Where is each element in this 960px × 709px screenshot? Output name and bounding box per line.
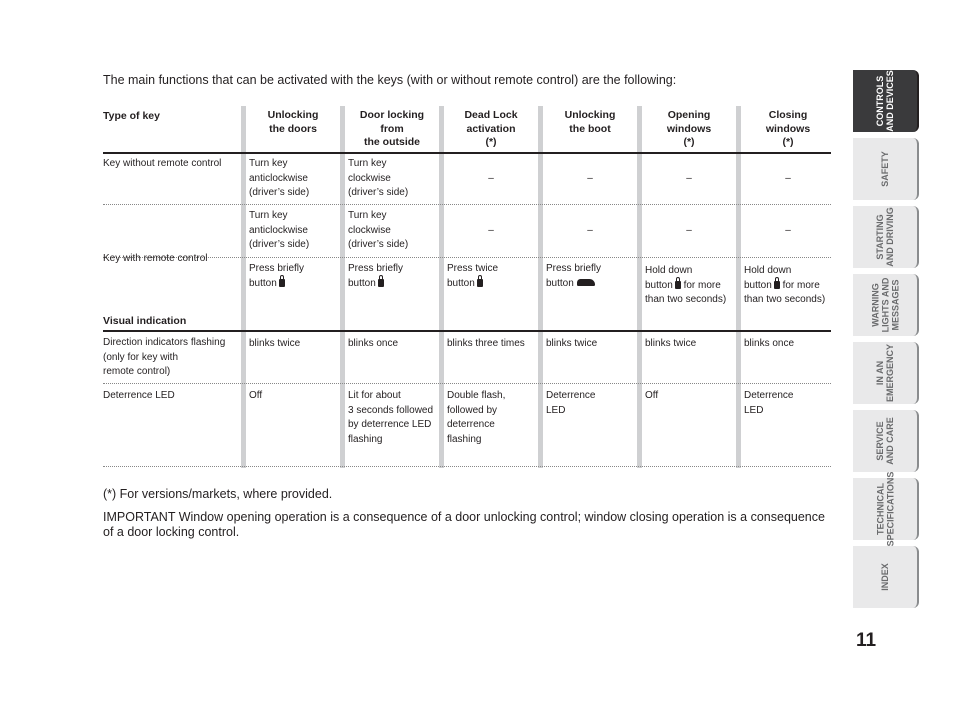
tab-label: INDEX — [879, 563, 890, 591]
table-cell: – — [587, 173, 593, 184]
header-unlocking-boot: Unlocking the boot — [564, 109, 616, 135]
row-label-no-remote: Key without remote control — [103, 158, 222, 169]
table-cell: Double flash, followed by deterrence flashing — [447, 390, 506, 445]
header-closing-windows: Closing windows (*) — [765, 109, 811, 148]
cell-text: for more — [782, 279, 820, 291]
row-rule — [103, 257, 831, 258]
cell-text: for more — [683, 279, 721, 291]
column-divider — [637, 106, 642, 468]
header-rule — [103, 152, 831, 154]
table-cell: blinks twice — [546, 338, 598, 349]
tab-technical-specifications[interactable] — [853, 471, 919, 547]
table-cell — [348, 262, 403, 291]
tab-label: IN AN EMERGENCY — [874, 343, 895, 403]
table-cell — [645, 264, 726, 308]
tab-label: WARNING LIGHTS AND MESSAGES — [869, 277, 900, 333]
column-divider — [538, 106, 543, 468]
footnote: (*) For versions/markets, where provided. — [103, 487, 333, 501]
table-cell — [744, 264, 825, 308]
tab-service-and-care[interactable] — [853, 410, 919, 472]
row-rule — [103, 466, 831, 467]
header-unlocking-doors: Unlocking the doors — [267, 109, 319, 135]
tab-label: SAFETY — [879, 151, 890, 187]
lock-button-icon — [378, 279, 384, 287]
tab-index[interactable] — [853, 546, 919, 608]
table-cell — [249, 262, 304, 291]
table-cell: – — [686, 225, 692, 236]
tab-label: TECHNICAL SPECIFICATIONS — [875, 471, 895, 547]
cell-text: Press briefly button — [249, 263, 305, 289]
table-cell: blinks once — [348, 338, 399, 349]
table-cell: Turn key anticlockwise (driver’s side) — [249, 210, 310, 250]
table-cell: Deterrence LED — [546, 390, 596, 416]
column-divider — [241, 106, 246, 468]
boot-button-icon — [577, 279, 595, 286]
tab-safety[interactable] — [853, 138, 919, 200]
key-functions-table — [103, 106, 831, 468]
column-divider — [340, 106, 345, 468]
header-opening-windows: Opening windows (*) — [666, 109, 712, 148]
table-cell: – — [587, 225, 593, 236]
intro-text: The main functions that can be activated with the keys (with or without remote control) are the following: — [103, 73, 677, 87]
header-type-of-key: Type of key — [103, 110, 160, 122]
cell-text: Hold down button — [744, 265, 792, 291]
table-cell: – — [785, 225, 791, 236]
lock-button-icon — [279, 279, 285, 287]
important-note: IMPORTANT Window opening operation is a consequence of a door unlocking control; window closing operation is a consequence of a door locking control. — [103, 510, 825, 539]
tab-starting-and-driving[interactable] — [853, 206, 919, 268]
table-cell: – — [488, 173, 494, 184]
column-divider — [736, 106, 741, 468]
cell-text: Press briefly button — [546, 263, 602, 289]
table-cell: Deterrence LED — [744, 390, 794, 416]
section-rule — [103, 330, 831, 332]
lock-button-icon — [675, 281, 681, 289]
table-cell: blinks three times — [447, 338, 525, 349]
row-label-indicators: Direction indicators flashing (only for key with remote control) — [103, 337, 226, 377]
visual-indication-heading: Visual indication — [103, 315, 187, 327]
row-rule — [103, 204, 831, 205]
table-cell: Turn key anticlockwise (driver’s side) — [249, 158, 310, 198]
header-dead-lock: Dead Lock activation (*) — [464, 109, 518, 148]
tab-warning-lights[interactable] — [853, 274, 919, 336]
column-divider — [439, 106, 444, 468]
tab-label: SERVICE AND CARE — [874, 417, 895, 465]
table-cell: blinks twice — [249, 338, 301, 349]
cell-text: than two seconds) — [744, 294, 826, 305]
tab-label: CONTROLS AND DEVICES — [874, 70, 895, 132]
tab-controls-and-devices[interactable] — [853, 70, 919, 132]
page-number: 11 — [856, 630, 877, 651]
table-cell: – — [686, 173, 692, 184]
table-cell: Lit for about 3 seconds followed by deterrence LED flashing — [348, 390, 434, 445]
table-cell: – — [785, 173, 791, 184]
tab-in-an-emergency[interactable] — [853, 342, 919, 404]
table-cell — [447, 262, 498, 291]
lock-button-icon — [477, 279, 483, 287]
table-cell: Turn key clockwise (driver’s side) — [348, 210, 409, 250]
row-label-remote: Key with remote control — [103, 253, 208, 264]
cell-text: Press twice button — [447, 263, 499, 289]
header-door-locking: Door locking from the outside — [359, 109, 425, 148]
table-cell: blinks twice — [645, 338, 697, 349]
table-cell — [546, 262, 601, 291]
table-cell: blinks once — [744, 338, 795, 349]
cell-text: Press briefly button — [348, 263, 404, 289]
table-cell: Off — [249, 390, 263, 401]
row-rule — [103, 383, 831, 384]
table-cell: – — [488, 225, 494, 236]
tab-label: STARTING AND DRIVING — [874, 207, 895, 267]
cell-text: Hold down button — [645, 265, 693, 291]
table-cell: Off — [645, 390, 659, 401]
lock-button-icon — [774, 281, 780, 289]
cell-text: than two seconds) — [645, 294, 727, 305]
table-cell: Turn key clockwise (driver’s side) — [348, 158, 409, 198]
row-label-led: Deterrence LED — [103, 390, 175, 401]
